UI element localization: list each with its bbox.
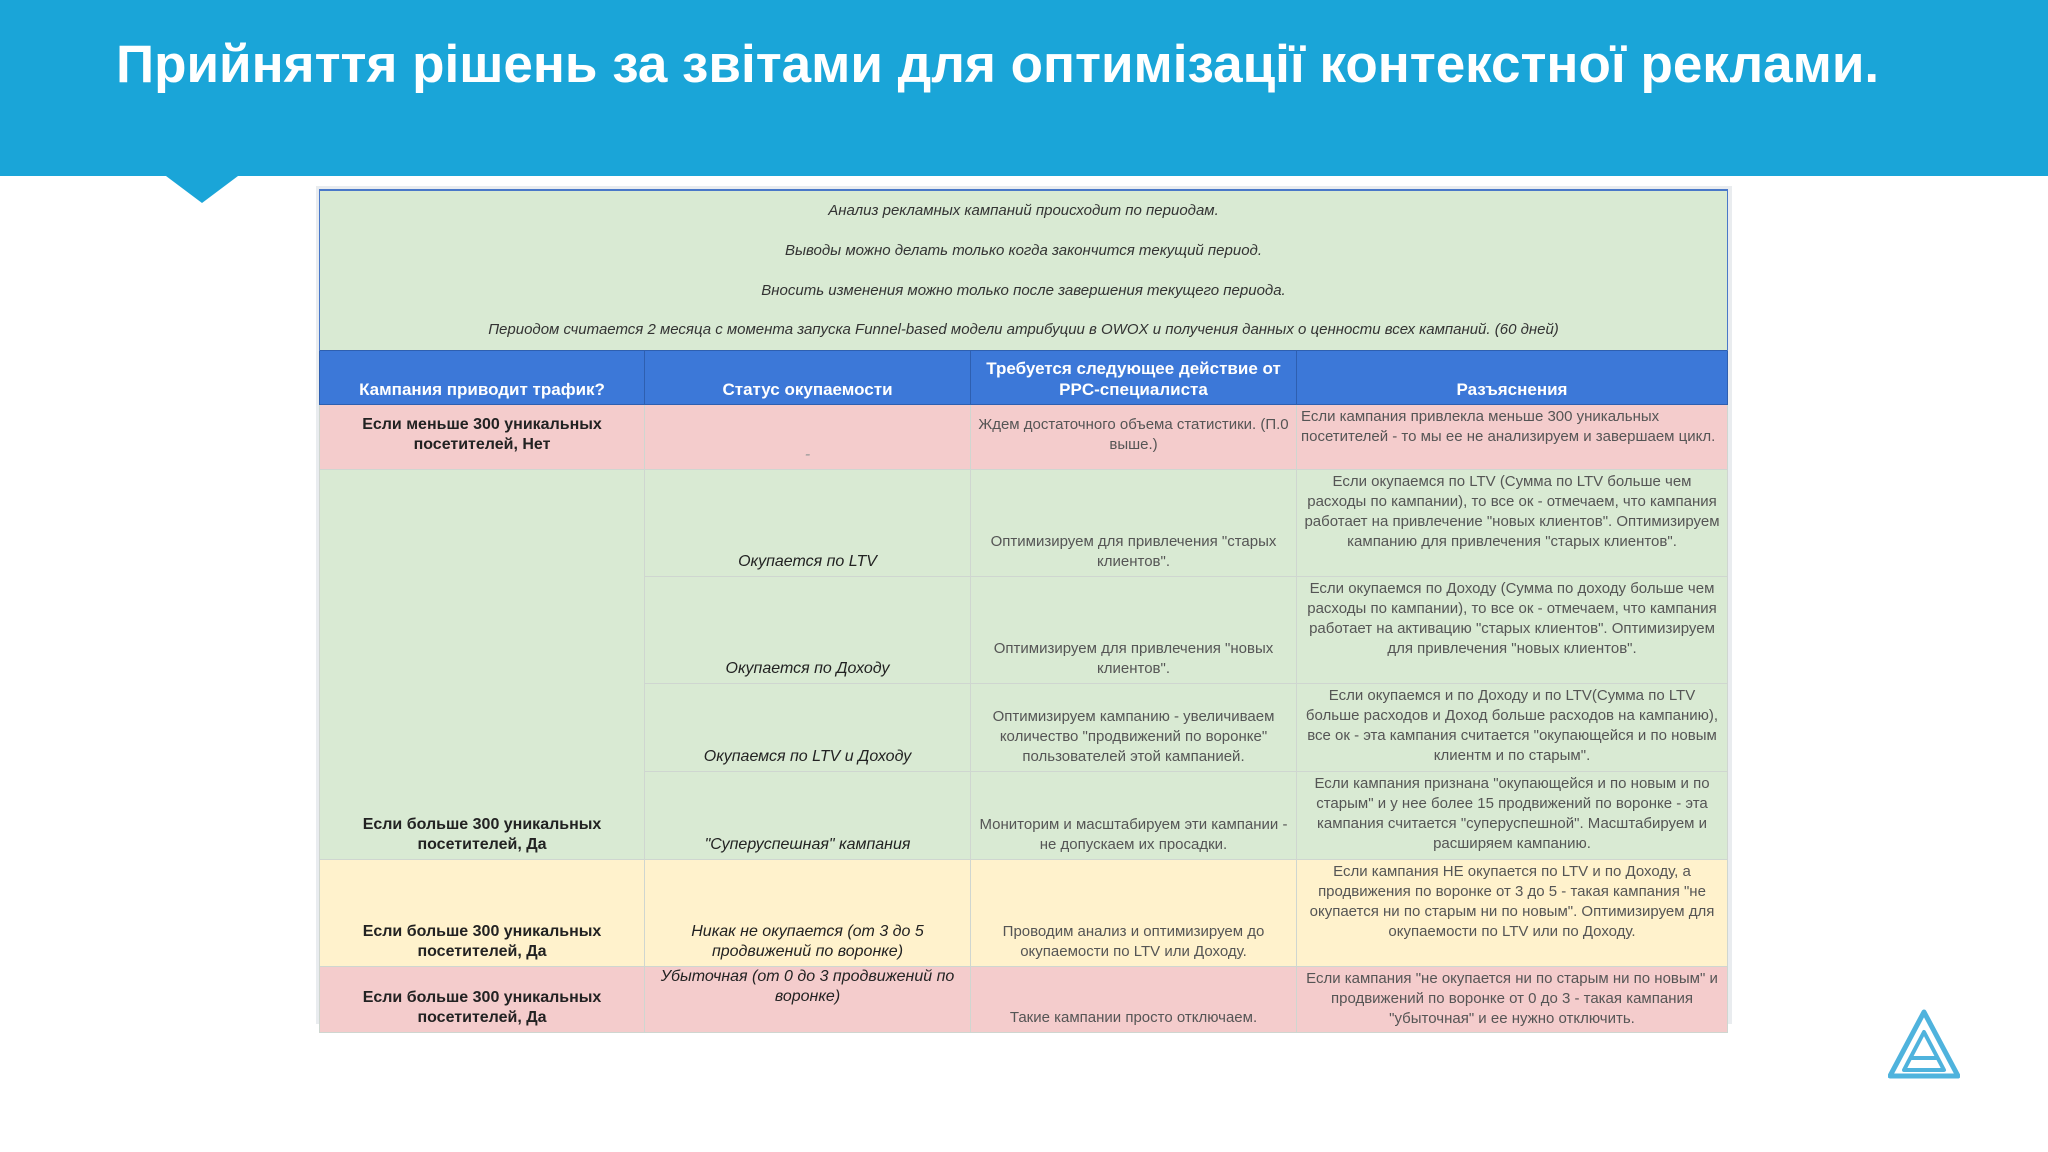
table-row [320, 966, 1728, 1032]
cell-explanation: Если окупаемся по Доходу (Сумма по доходу больше чем расходы по кампании), то все ок - отмечаем, что кампания работает на активацию "старых клиентов". Оптимизируем для привлечения "новых клиентов". [1297, 576, 1728, 683]
slide-title: Прийняття рішень за звітами для оптимізації контекстної реклами. [116, 35, 1880, 94]
cell-traffic: Если меньше 300 уникальных посетителей, Нет [320, 404, 645, 469]
cell-explanation: Если кампания признана "окупающейся и по новым и по старым" и у нее более 15 продвижений по воронке - эта кампания считается "суперуспешной". Масштабируем и расширяем кампанию. [1297, 771, 1728, 859]
note-line: Вносить изменения можно только после завершения текущего периода. [320, 270, 1728, 310]
cell-explanation: Если окупаемся по LTV (Сумма по LTV больше чем расходы по кампании), то все ок - отмечаем, что кампания работает на привлечение "новых клиентов". Оптимизируем кампанию для привлечения "старых клиентов". [1297, 469, 1728, 576]
table-row [320, 404, 1728, 469]
cell-status: "Суперуспешная" кампания [645, 771, 971, 859]
cell-action: Оптимизируем для привлечения "новых клиентов". [971, 576, 1297, 683]
cell-action: Мониторим и масштабируем эти кампании - не допускаем их просадки. [971, 771, 1297, 859]
decision-table-image [316, 186, 1732, 1027]
note-line: Анализ рекламных кампаний происходит по периодам. [320, 190, 1728, 230]
cell-action: Оптимизируем для привлечения "старых клиентов". [971, 469, 1297, 576]
header-status: Статус окупаемости [645, 350, 971, 404]
header-action: Требуется следующее действие от PPC-специалиста [971, 350, 1297, 404]
cell-action: Такие кампании просто отключаем. [971, 966, 1297, 1032]
cell-status: Окупается по Доходу [645, 576, 971, 683]
table-row [320, 469, 1728, 576]
table-notes [320, 190, 1728, 350]
header-traffic: Кампания приводит трафик? [320, 350, 645, 404]
cell-explanation: Если кампания НЕ окупается по LTV и по Доходу, а продвижения по воронке от 3 до 5 - такая кампания "не окупается ни по старым ни по новым". Оптимизируем для окупаемости по LTV или по Доходу. [1297, 859, 1728, 966]
table-row [320, 859, 1728, 966]
banner-notch [166, 176, 238, 203]
triangle-logo-icon [1888, 1008, 1960, 1080]
cell-status: - [645, 404, 971, 469]
cell-action: Оптимизируем кампанию - увеличиваем количество "продвижений по воронке" пользователей этой кампанией. [971, 683, 1297, 771]
cell-traffic: Если больше 300 уникальных посетителей, Да [320, 469, 645, 859]
cell-action: Проводим анализ и оптимизируем до окупаемости по LTV или Доходу. [971, 859, 1297, 966]
cell-action: Ждем достаточного объема статистики. (П.0 выше.) [971, 404, 1297, 469]
cell-explanation: Если окупаемся и по Доходу и по LTV(Сумма по LTV больше расходов и Доход больше расходов на кампанию), все ок - эта кампания считается "окупающейся и по новым клиентм и по старым". [1297, 683, 1728, 771]
header-explanation: Разъяснения [1297, 350, 1728, 404]
cell-status: Никак не окупается (от 3 до 5 продвижений по воронке) [645, 859, 971, 966]
note-line: Выводы можно делать только когда закончится текущий период. [320, 230, 1728, 270]
cell-explanation: Если кампания привлекла меньше 300 уникальных посетителей - то мы ее не анализируем и завершаем цикл. [1297, 404, 1728, 469]
cell-traffic: Если больше 300 уникальных посетителей, Да [320, 966, 645, 1032]
note-line: Периодом считается 2 месяца с момента запуска Funnel-based модели атрибуции в OWOX и получения данных о ценности всех кампаний. (60 дней) [320, 310, 1728, 350]
cell-status: Окупается по LTV [645, 469, 971, 576]
cell-status: Окупаемся по LTV и Доходу [645, 683, 971, 771]
cell-explanation: Если кампания "не окупается ни по старым ни по новым" и продвижений по воронке от 0 до 3 - такая кампания "убыточная" и ее нужно отключить. [1297, 966, 1728, 1032]
table-header-row [320, 350, 1728, 404]
cell-status: Убыточная (от 0 до 3 продвижений по воронке) [645, 966, 971, 1032]
cell-traffic: Если больше 300 уникальных посетителей, Да [320, 859, 645, 966]
decision-table [319, 189, 1728, 1033]
